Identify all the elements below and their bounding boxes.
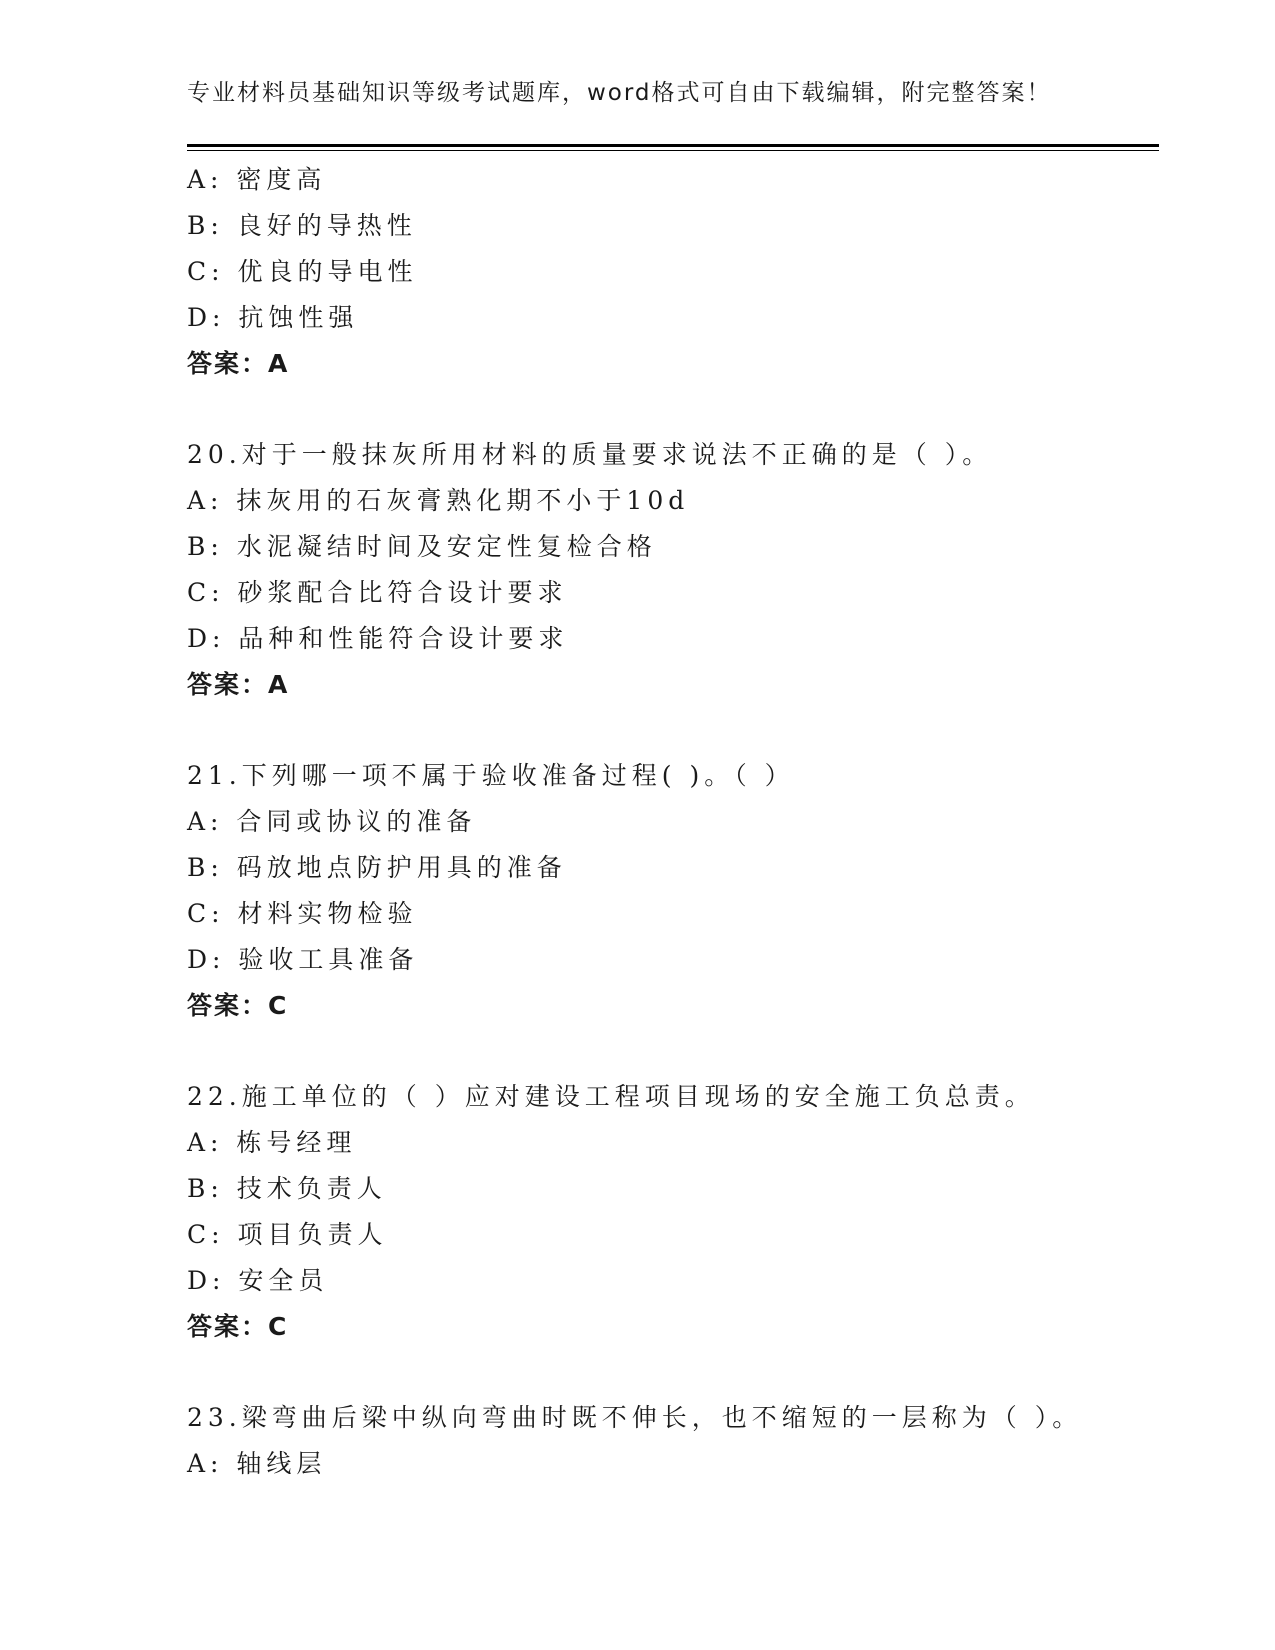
answer: 答案：C [187, 1312, 289, 1341]
answer: 答案：A [187, 670, 290, 699]
option-c: C: 材料实物检验 [187, 899, 418, 928]
question-stem: 20.对于一般抹灰所用材料的质量要求说法不正确的是（ ）。 [187, 440, 993, 469]
option-a: A: 合同或协议的准备 [187, 807, 477, 836]
option-c: C: 砂浆配合比符合设计要求 [187, 578, 568, 607]
question-block-continued [187, 157, 1147, 387]
option-a: A: 抹灰用的石灰膏熟化期不小于10d [187, 486, 690, 515]
header-rule-thin [187, 150, 1159, 151]
option-d: D: 安全员 [187, 1266, 329, 1295]
option-a: A: 密度高 [187, 165, 327, 194]
header-rule-thick [187, 144, 1159, 147]
option-a: A: 栋号经理 [187, 1128, 357, 1157]
question-block-20 [187, 432, 1147, 708]
page-header: 专业材料员基础知识等级考试题库，word格式可自由下载编辑，附完整答案！ [187, 80, 1052, 106]
question-block-23 [187, 1395, 1147, 1487]
option-a: A: 轴线层 [187, 1449, 327, 1478]
spacer [187, 1350, 1147, 1395]
option-b: B: 水泥凝结时间及安定性复检合格 [187, 532, 657, 561]
spacer [187, 1029, 1147, 1074]
option-d: D: 验收工具准备 [187, 945, 419, 974]
question-block-22 [187, 1074, 1147, 1350]
option-c: C: 优良的导电性 [187, 257, 418, 286]
question-stem: 23.梁弯曲后梁中纵向弯曲时既不伸长，也不缩短的一层称为（ ）。 [187, 1403, 1083, 1432]
question-list [187, 157, 1147, 1487]
spacer [187, 708, 1147, 753]
question-stem: 22.施工单位的（ ）应对建设工程项目现场的安全施工负总责。 [187, 1082, 1035, 1111]
option-b: B: 良好的导热性 [187, 211, 417, 240]
option-b: B: 技术负责人 [187, 1174, 387, 1203]
question-stem: 21.下列哪一项不属于验收准备过程( )。（ ） [187, 761, 795, 790]
option-b: B: 码放地点防护用具的准备 [187, 853, 567, 882]
answer: 答案：A [187, 349, 290, 378]
question-block-21 [187, 753, 1147, 1029]
option-c: C: 项目负责人 [187, 1220, 388, 1249]
answer: 答案：C [187, 991, 289, 1020]
option-d: D: 品种和性能符合设计要求 [187, 624, 569, 653]
spacer [187, 387, 1147, 432]
option-d: D: 抗蚀性强 [187, 303, 359, 332]
